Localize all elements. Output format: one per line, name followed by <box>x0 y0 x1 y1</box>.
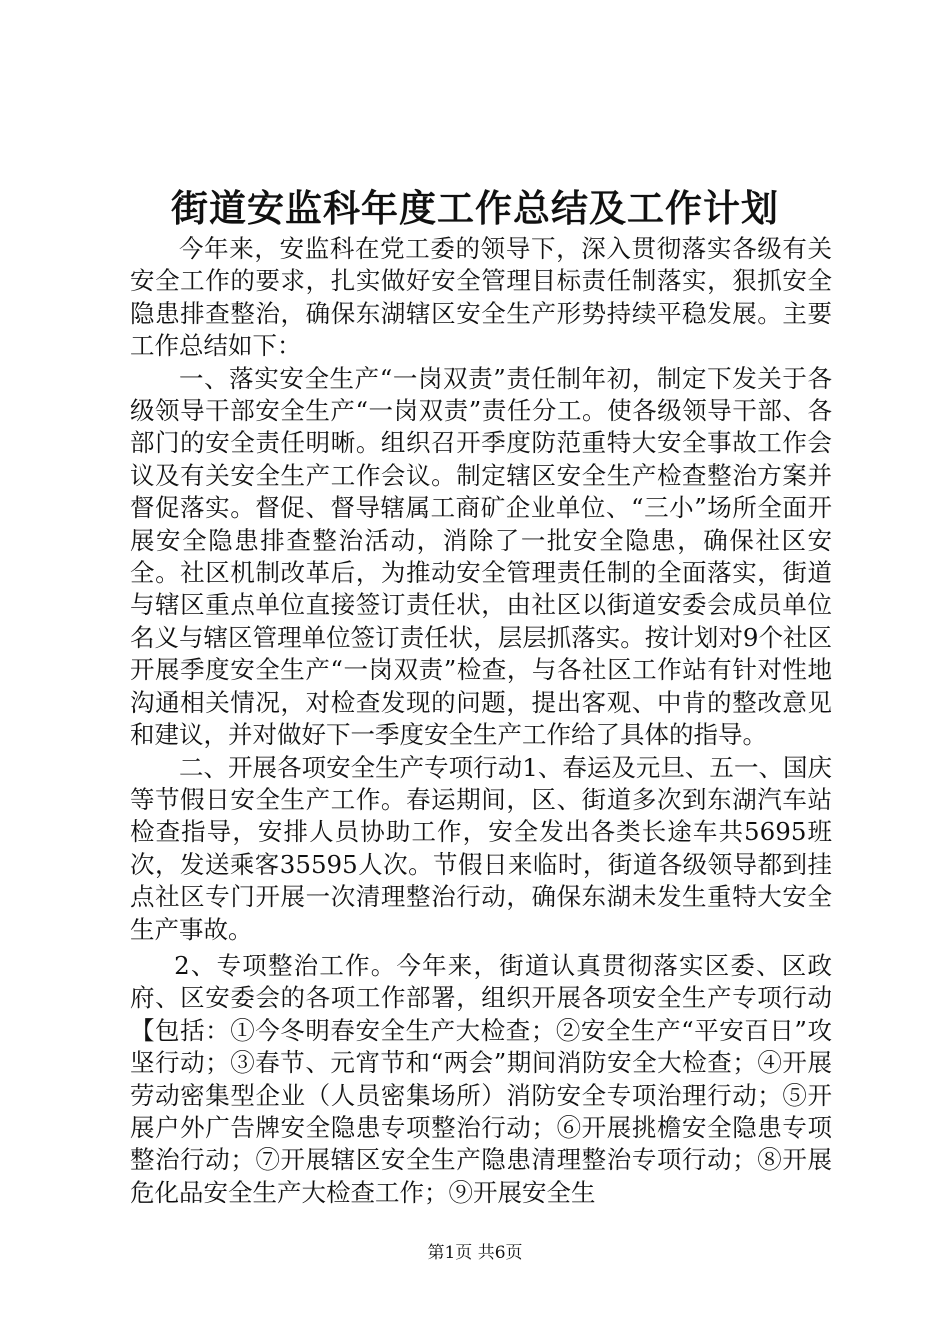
paragraph-section-one: 一、落实安全生产“一岗双责”责任制年初，制定下发关于各级领导干部安全生产“一岗双责”责任分工。使各级领导干部、各部门的安全责任明晰。组织召开季度防范重特大安全事故工作会议及有关安全生产工作会议。制定辖区安全生产检查整治方案并督促落实。督促、督导辖属工商矿企业单位、“三小”场所全面开展安全隐患排查整治活动，消除了一批安全隐患，确保社区安全。社区机制改革后，为推动安全管理责任制的全面落实，街道与辖区重点单位直接签订责任状，由社区以街道安委会成员单位名义与辖区管理单位签订责任状，层层抓落实。按计划对9个社区开展季度安全生产“一岗双责”检查，与各社区工作站有针对性地沟通相关情况，对检查发现的问题，提出客观、中肯的整改意见和建议，并对做好下一季度安全生产工作给了具体的指导。 <box>130 363 832 750</box>
page-footer: 第1页 共6页 <box>427 1243 523 1263</box>
paragraph-special-rectification: 2、专项整治工作。今年来，街道认真贯彻落实区委、区政府、区安委会的各项工作部署，组织开展各项安全生产专项行动【包括：①今冬明春安全生产大检查；②安全生产“平安百日”攻坚行动；③春节、元宵节和“两会”期间消防安全大检查；④开展劳动密集型企业（人员密集场所）消防安全专项治理行动；⑤开展户外广告牌安全隐患专项整治行动；⑥开展挑檐安全隐患专项整治行动；⑦开展辖区安全生产隐患清理整治专项行动；⑧开展危化品安全生产大检查工作；⑨开展安全生 <box>130 950 832 1207</box>
paragraph-section-two: 二、开展各项安全生产专项行动1、春运及元旦、五一、国庆等节假日安全生产工作。春运期间，区、街道多次到东湖汽车站检查指导，安排人员协助工作，安全发出各类长途车共5695班次，发送乘客35595人次。节假日来临时，街道各级领导都到挂点社区专门开展一次清理整治行动，确保东湖未发生重特大安全生产事故。 <box>130 752 832 944</box>
document-title: 街道安监科年度工作总结及工作计划 <box>171 186 779 230</box>
paragraph-intro: 今年来，安监科在党工委的领导下，深入贯彻落实各级有关安全工作的要求，扎实做好安全管理目标责任制落实，狠抓安全隐患排查整治，确保东湖辖区安全生产形势持续平稳发展。主要工作总结如下： <box>130 234 832 361</box>
document-body <box>130 233 832 1209</box>
